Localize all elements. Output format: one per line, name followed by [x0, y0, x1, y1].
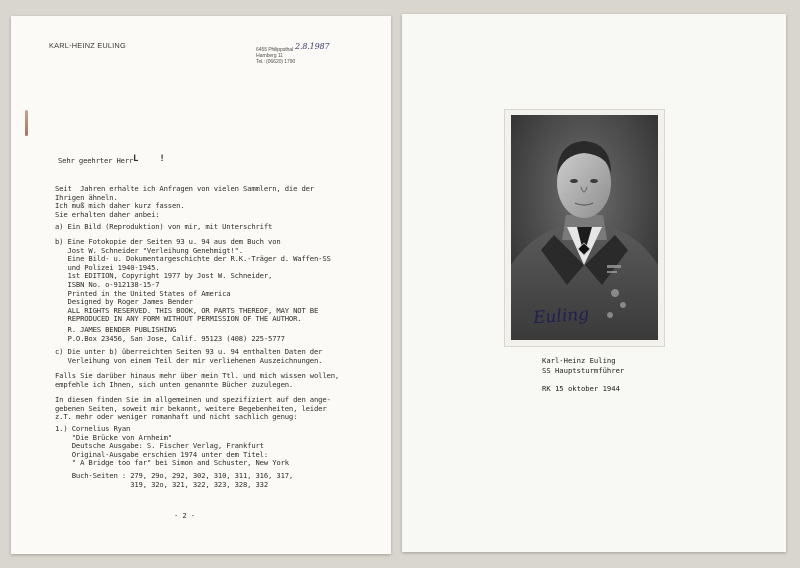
- letter-line-para-further: empfehle ich Ihnen, sich unten genannte Bücher zuzulegen.: [55, 379, 294, 389]
- letter-line-item-b: Printed in the United States of America: [55, 288, 231, 298]
- letter-line-item-a: a) Ein Bild (Reproduktion) von mir, mit Unterschrift: [55, 222, 273, 231]
- caption-award-date: RK 15 oktober 1944: [542, 384, 620, 393]
- letter-line-publisher: P.O.Box 23456, San Jose, Calif. 95123 (408) 225-5777: [55, 333, 285, 343]
- letter-line-item-b: ISBN No. o-912138-15-7: [55, 280, 160, 289]
- portrait-photo: [511, 115, 658, 340]
- letter-line-intro: Ich muß mich daher kurz fassen.: [55, 201, 185, 211]
- letter-line-book1: "Die Brücke von Arnheim": [55, 432, 172, 442]
- caption-rank: SS Hauptsturmführer: [542, 366, 625, 375]
- photo-page: [402, 14, 786, 552]
- letter-line-book1: " A Bridge too far" bei Simon and Schuster, New York: [55, 458, 289, 468]
- letter-line-book1: 1.) Cornelius Ryan: [55, 424, 131, 433]
- letter-line-item-b: b) Eine Fotokopie der Seiten 93 u. 94 aus dem Buch von: [55, 237, 281, 246]
- letterhead-address-3: Tel.: (06620) 1790: [256, 59, 296, 65]
- letter-line-item-b: und Polizei 1940-1945.: [55, 262, 160, 272]
- letter-page: [11, 16, 391, 554]
- photo-signature: Euling: [532, 304, 590, 329]
- letter-line-book1: Original-Ausgabe erschien 1974 unter dem Titel:: [55, 449, 269, 459]
- photo-mount: [504, 109, 665, 347]
- letter-line-item-b: ALL RIGHTS RESERVED. THIS BOOK, OR PARTS THEREOF, MAY NOT BE: [55, 305, 319, 315]
- letterhead-name: KARL-HEINZ EULING: [49, 41, 126, 50]
- letter-line-item-b: Jost W. Schneider "Verleihung Genehmigt!".: [55, 245, 243, 255]
- letterhead-address-1: 6455 Philippsthal: [256, 47, 293, 53]
- letter-line-publisher: R. JAMES BENDER PUBLISHING: [55, 325, 177, 334]
- letter-line-para-books: z.T. mehr oder weniger romanhaft und nicht sachlich genug:: [55, 412, 298, 422]
- salutation-marks: L !: [133, 154, 165, 164]
- letter-line-item-c: Verleihung von einem Teil der mir verliehenen Auszeichnungen.: [55, 355, 323, 365]
- letter-line-item-b: 1st EDITION, Copyright 1977 by Jost W. Schneider,: [55, 271, 273, 281]
- staple-mark: [25, 110, 28, 136]
- letter-line-para-books: In diesen finden Sie im allgemeinen und spezifiziert auf den ange-: [55, 395, 331, 404]
- letter-line-intro: Sie erhalten daher anbei:: [55, 209, 160, 219]
- letter-line-para-further: Falls Sie darüber hinaus mehr über mein Ttl. und mich wissen wollen,: [55, 371, 340, 380]
- letter-line-item-c: c) Die unter b) überreichten Seiten 93 u. 94 enthalten Daten der: [55, 347, 323, 356]
- letter-line-book-pages: 319, 32o, 321, 322, 323, 328, 332: [55, 479, 269, 489]
- letter-line-item-b: Eine Bild- u. Dokumentargeschichte der R.K.-Träger d. Waffen-SS: [55, 254, 331, 264]
- letterhead-address-2: Harnberg 11: [256, 53, 283, 59]
- letter-line-intro: Ihrigen ähneln.: [55, 192, 118, 202]
- letter-line-book1: Deutsche Ausgabe: S. Fischer Verlag, Frankfurt: [55, 441, 264, 451]
- page-number: - 2 -: [174, 511, 195, 520]
- handwritten-date: 2.8.1987: [295, 42, 330, 51]
- letter-line-para-books: gebenen Seiten, soweit mir bekannt, weitere Begebenheiten, leider: [55, 403, 327, 413]
- letter-line-intro: Seit Jahren erhalte ich Anfragen von vielen Sammlern, die der: [55, 184, 314, 193]
- caption-name: Karl-Heinz Euling: [542, 356, 616, 365]
- letter-line-item-b: Designed by Roger James Bender: [55, 297, 193, 307]
- letter-line-item-b: REPRODUCED IN ANY FORM WITHOUT PERMISSION OF THE AUTHOR.: [55, 314, 302, 324]
- salutation: Sehr geehrter Herr: [58, 156, 134, 165]
- letter-line-book-pages: Buch-Seiten : 279, 29o, 292, 302, 310, 311, 316, 317,: [55, 471, 294, 480]
